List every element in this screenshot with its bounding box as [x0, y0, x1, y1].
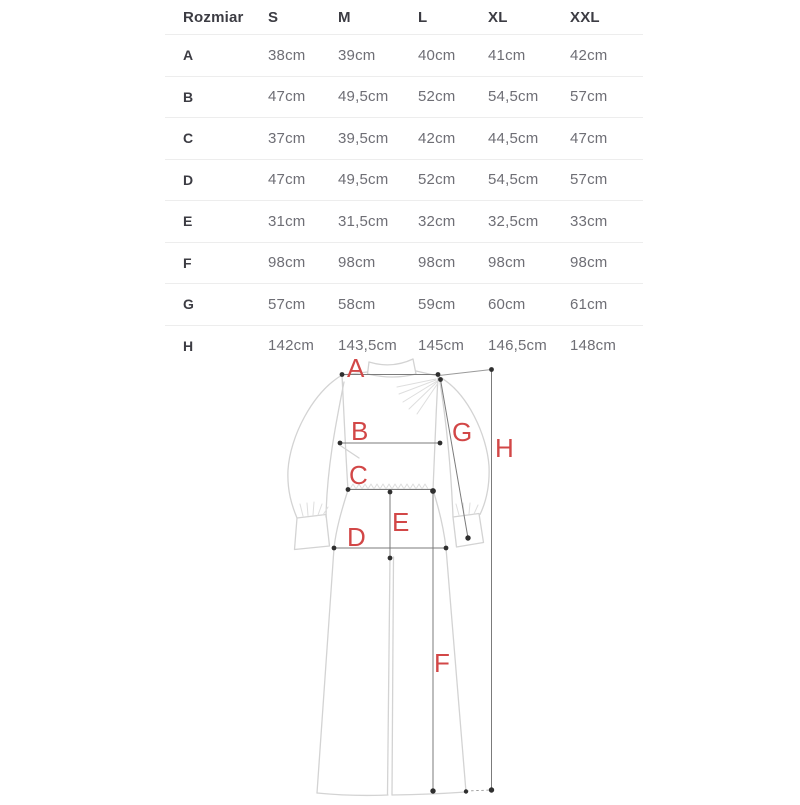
size-value: 54,5cm: [488, 171, 539, 189]
size-value: 61cm: [570, 295, 608, 313]
row-label: H: [183, 337, 194, 354]
column-header-xxl: XXL: [570, 8, 600, 26]
size-value: 60cm: [488, 295, 526, 313]
size-value: 142cm: [268, 337, 315, 355]
measure-connector-bottom: [466, 790, 492, 791]
size-value: 148cm: [570, 337, 617, 355]
row-label: E: [183, 213, 193, 230]
measurement-label-a: A: [347, 353, 365, 383]
size-value: 54,5cm: [488, 88, 539, 106]
column-header-rozmiar: Rozmiar: [183, 8, 244, 26]
column-header-l: L: [418, 8, 428, 26]
size-value: 47cm: [268, 171, 306, 189]
size-value: 52cm: [418, 88, 456, 106]
measure-line-g: [441, 380, 469, 539]
column-header-xl: XL: [488, 8, 508, 26]
size-value: 32cm: [418, 212, 456, 230]
measurement-label-d: D: [347, 522, 366, 552]
row-label: F: [183, 254, 192, 271]
measurement-label-e: E: [392, 507, 410, 537]
column-header-m: M: [338, 8, 351, 26]
size-value: 39,5cm: [338, 129, 389, 147]
size-value: 98cm: [418, 254, 456, 272]
measurement-label-h: H: [495, 433, 514, 463]
row-label: A: [183, 47, 194, 64]
size-value: 98cm: [570, 254, 608, 272]
row-label: B: [183, 88, 194, 105]
size-value: 44,5cm: [488, 129, 539, 147]
size-value: 32,5cm: [488, 212, 539, 230]
size-value: 98cm: [268, 254, 306, 272]
size-value: 145cm: [418, 337, 465, 355]
size-value: 38cm: [268, 46, 306, 64]
measurement-label-b: B: [351, 416, 369, 446]
size-value: 57cm: [268, 295, 306, 313]
size-value: 98cm: [488, 254, 526, 272]
size-value: 58cm: [338, 295, 376, 313]
size-value: 57cm: [570, 88, 608, 106]
size-value: 49,5cm: [338, 171, 389, 189]
row-label: G: [183, 296, 195, 313]
size-value: 39cm: [338, 46, 376, 64]
size-value: 143,5cm: [338, 337, 397, 355]
measurement-label-f: F: [434, 648, 450, 678]
measure-connector-top: [439, 370, 492, 376]
size-value: 47cm: [268, 88, 306, 106]
size-value: 42cm: [418, 129, 456, 147]
size-value: 31cm: [268, 212, 306, 230]
measurement-label-g: G: [452, 417, 473, 447]
measurement-label-c: C: [349, 460, 368, 490]
size-value: 33cm: [570, 212, 608, 230]
measurement-labels: [347, 353, 514, 678]
size-value: 37cm: [268, 129, 306, 147]
row-label: C: [183, 130, 194, 147]
size-value: 47cm: [570, 129, 608, 147]
size-value: 40cm: [418, 46, 456, 64]
size-value: 41cm: [488, 46, 526, 64]
column-header-s: S: [268, 8, 279, 26]
size-value: 59cm: [418, 295, 456, 313]
size-value: 146,5cm: [488, 337, 547, 355]
size-value: 98cm: [338, 254, 376, 272]
row-label: D: [183, 171, 194, 188]
size-value: 52cm: [418, 171, 456, 189]
size-value: 31,5cm: [338, 212, 389, 230]
size-value: 49,5cm: [338, 88, 389, 106]
size-value: 57cm: [570, 171, 608, 189]
size-value: 42cm: [570, 46, 608, 64]
